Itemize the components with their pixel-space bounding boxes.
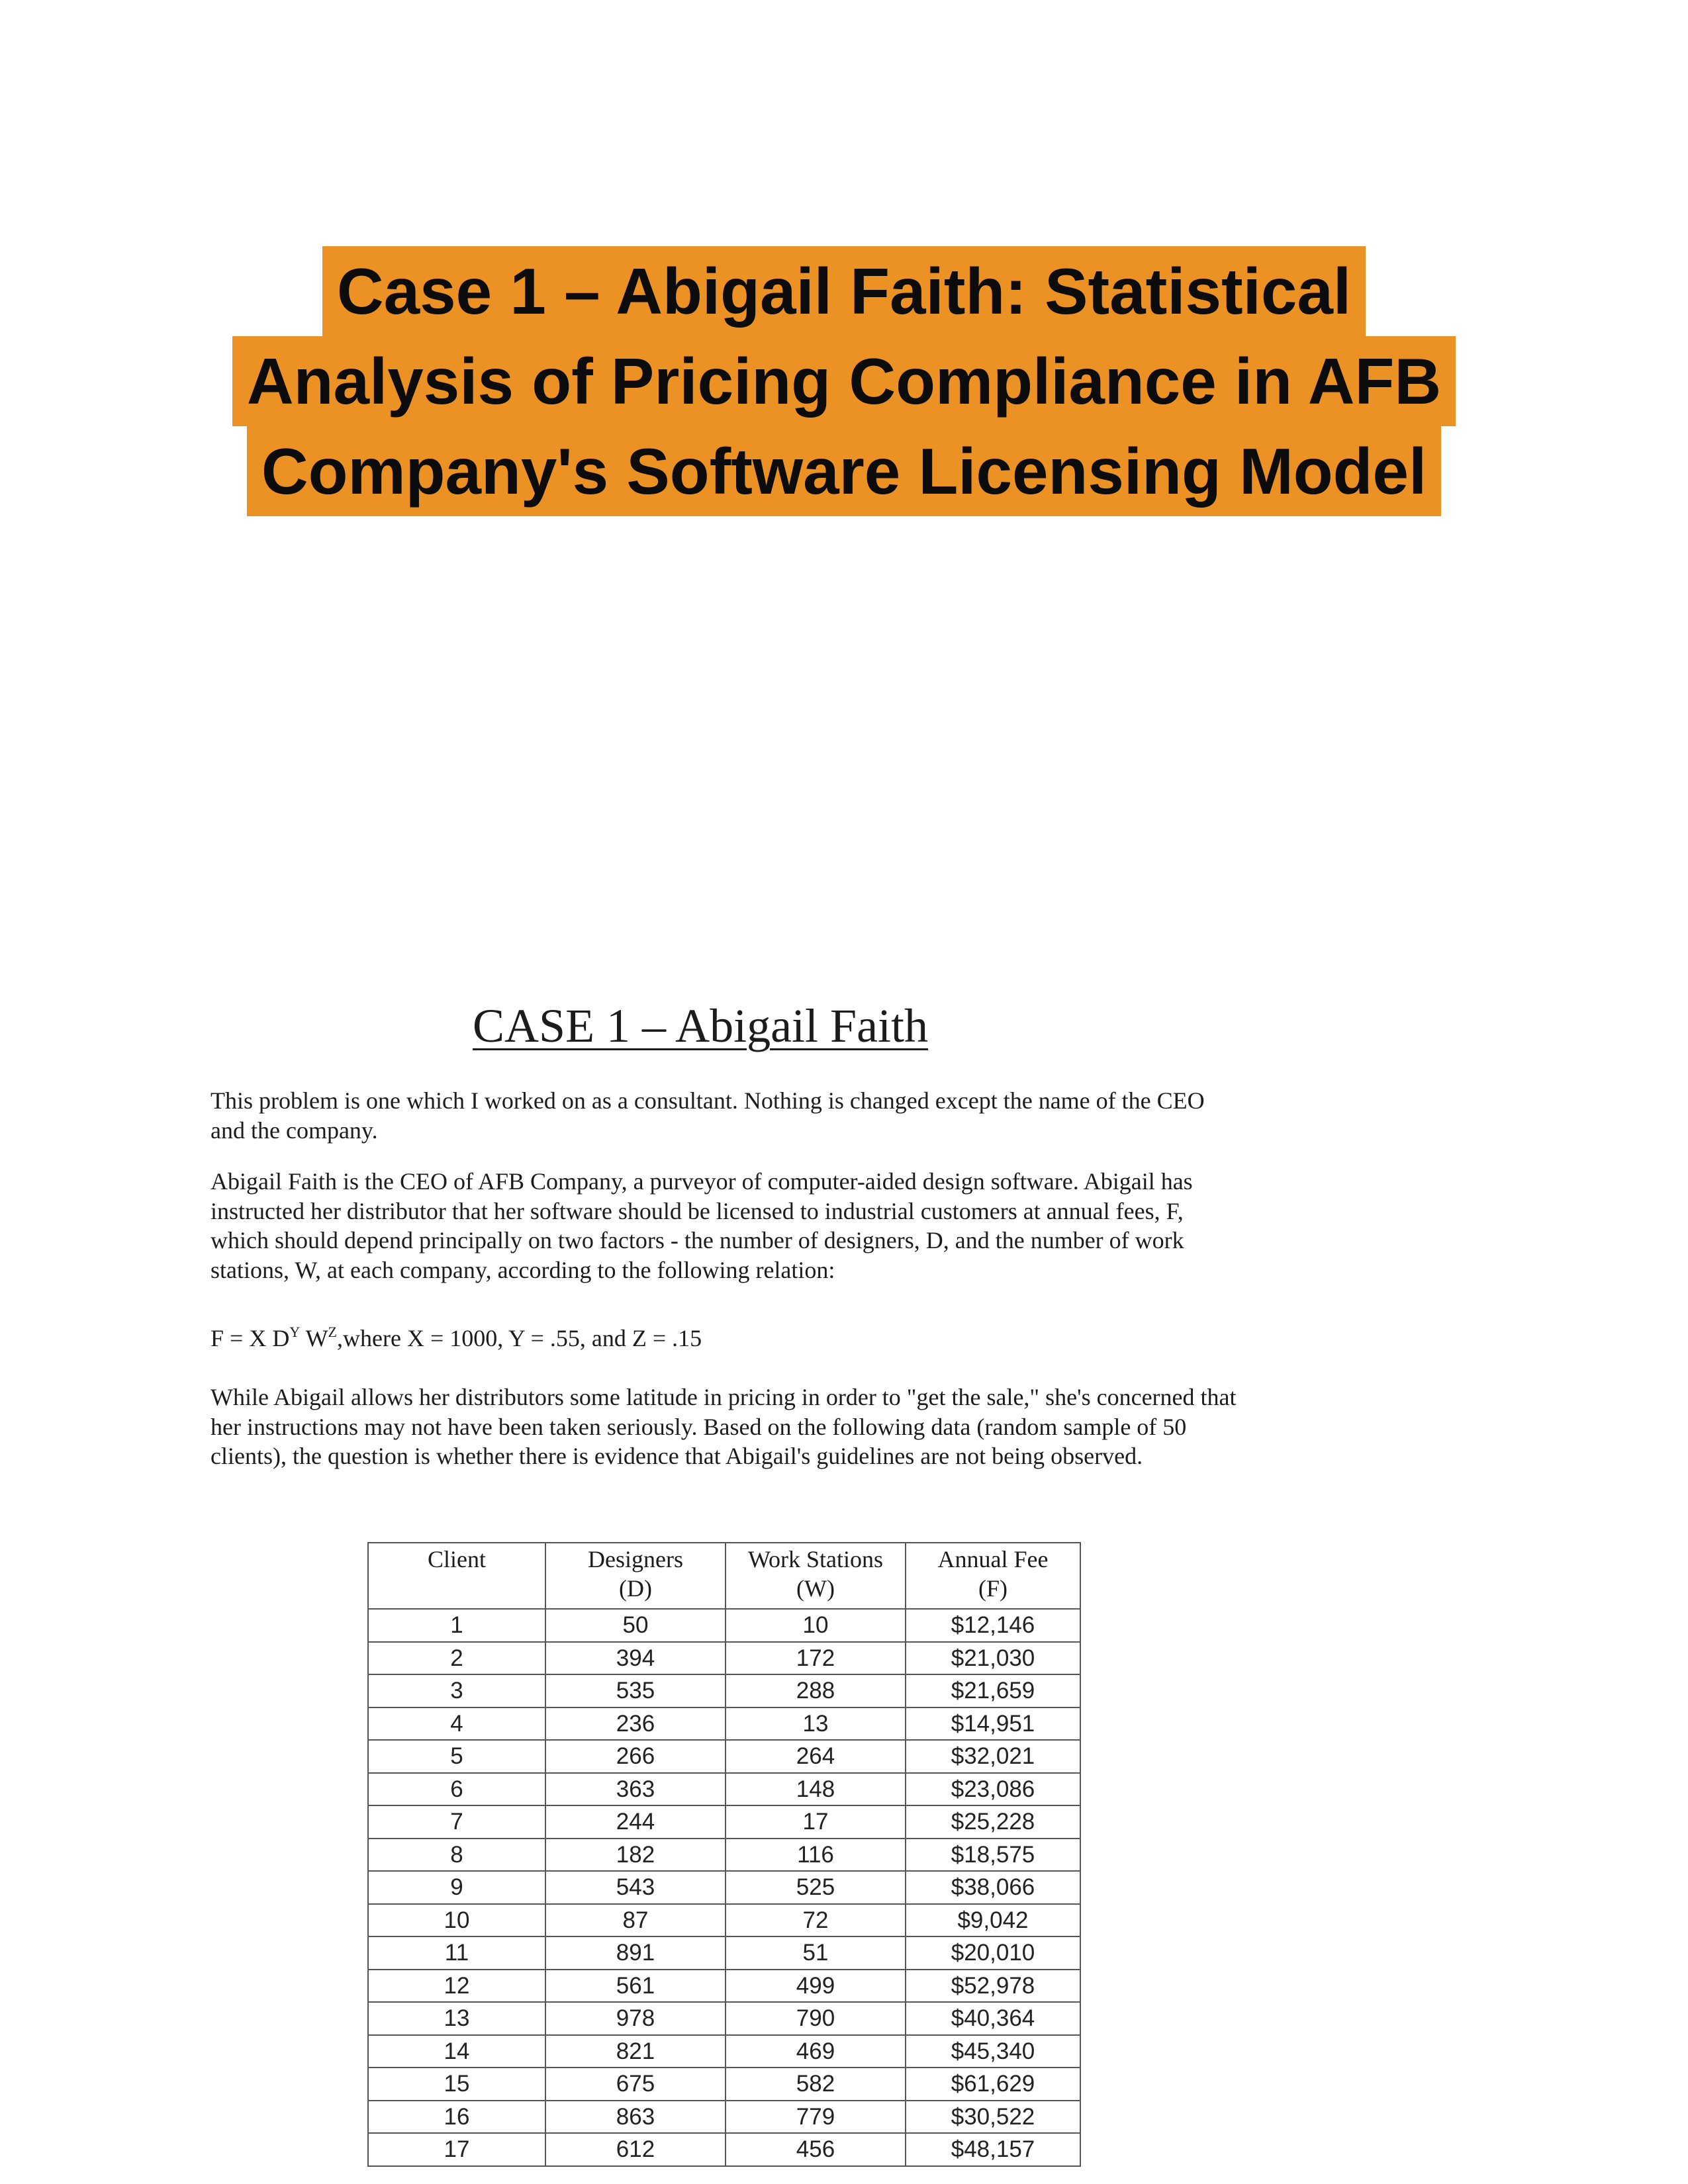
formula-mid: W bbox=[300, 1325, 328, 1351]
work-stations-cell: 13 bbox=[726, 1707, 906, 1741]
header-client: Client bbox=[368, 1543, 545, 1609]
table-row bbox=[368, 1839, 1080, 1872]
designers-cell: 821 bbox=[545, 2035, 726, 2068]
work-stations-cell: 264 bbox=[726, 1740, 906, 1773]
client-cell: 6 bbox=[368, 1773, 545, 1806]
designers-cell: 612 bbox=[545, 2133, 726, 2166]
annual-fee-cell: $14,951 bbox=[906, 1707, 1080, 1741]
work-stations-cell: 51 bbox=[726, 1936, 906, 1970]
annual-fee-cell: $32,021 bbox=[906, 1740, 1080, 1773]
client-cell: 11 bbox=[368, 1936, 545, 1970]
case-title: CASE 1 – Abigail Faith bbox=[473, 999, 929, 1052]
formula-lhs: F = X D bbox=[211, 1325, 290, 1351]
header-annual-fee: Annual Fee (F) bbox=[906, 1543, 1080, 1609]
header-designers: Designers (D) bbox=[545, 1543, 726, 1609]
designers-cell: 675 bbox=[545, 2068, 726, 2101]
designers-cell: 266 bbox=[545, 1740, 726, 1773]
table-body bbox=[368, 1609, 1080, 2166]
annual-fee-cell: $21,659 bbox=[906, 1674, 1080, 1707]
annual-fee-cell: $23,086 bbox=[906, 1773, 1080, 1806]
formula-exponent-z: Z bbox=[328, 1324, 337, 1340]
table-row bbox=[368, 1740, 1080, 1773]
client-cell: 10 bbox=[368, 1904, 545, 1937]
question-paragraph: While Abigail allows her distributors some latitude in pricing in order to "get the sale," she's concerned that her instructions may not have been taken seriously. Based on the following data (random sample of 50 clients), the question is whether there is evidence that Abigail's guidelines are not being observed. bbox=[211, 1384, 1237, 1469]
client-cell: 7 bbox=[368, 1805, 545, 1839]
table-row bbox=[368, 2133, 1080, 2166]
work-stations-cell: 779 bbox=[726, 2101, 906, 2134]
client-cell: 17 bbox=[368, 2133, 545, 2166]
annual-fee-cell: $38,066 bbox=[906, 1871, 1080, 1904]
client-data-table bbox=[367, 1542, 1081, 2167]
designers-cell: 182 bbox=[545, 1839, 726, 1872]
annual-fee-cell: $40,364 bbox=[906, 2002, 1080, 2035]
annual-fee-cell: $52,978 bbox=[906, 1970, 1080, 2003]
client-cell: 16 bbox=[368, 2101, 545, 2134]
heading-line-1: Case 1 – Abigail Faith: Statistical bbox=[322, 246, 1366, 336]
designers-cell: 50 bbox=[545, 1609, 726, 1642]
designers-cell: 561 bbox=[545, 1970, 726, 2003]
annual-fee-cell: $12,146 bbox=[906, 1609, 1080, 1642]
designers-cell: 236 bbox=[545, 1707, 726, 1741]
table-row bbox=[368, 1609, 1080, 1642]
designers-cell: 978 bbox=[545, 2002, 726, 2035]
heading-line-2: Analysis of Pricing Compliance in AFB bbox=[232, 336, 1456, 426]
formula-rest: ,where X = 1000, Y = .55, and Z = .15 bbox=[337, 1325, 702, 1351]
work-stations-cell: 469 bbox=[726, 2035, 906, 2068]
designers-cell: 244 bbox=[545, 1805, 726, 1839]
annual-fee-cell: $20,010 bbox=[906, 1936, 1080, 1970]
work-stations-cell: 148 bbox=[726, 1773, 906, 1806]
description-paragraph: Abigail Faith is the CEO of AFB Company, a purveyor of computer-aided design software. Abigail has instructed her distributor that her software should be licensed to industrial customers at annual fees, F, which should depend principally on two factors - the number of designers, D, and the number of work stations, W, at each company, according to the following relation: bbox=[211, 1168, 1193, 1283]
designers-cell: 891 bbox=[545, 1936, 726, 1970]
table-row bbox=[368, 1805, 1080, 1839]
table-row bbox=[368, 1970, 1080, 2003]
designers-cell: 535 bbox=[545, 1674, 726, 1707]
annual-fee-cell: $61,629 bbox=[906, 2068, 1080, 2101]
client-cell: 3 bbox=[368, 1674, 545, 1707]
client-cell: 9 bbox=[368, 1871, 545, 1904]
client-cell: 15 bbox=[368, 2068, 545, 2101]
client-cell: 2 bbox=[368, 1642, 545, 1675]
table-row bbox=[368, 2002, 1080, 2035]
annual-fee-cell: $18,575 bbox=[906, 1839, 1080, 1872]
table-row bbox=[368, 1642, 1080, 1675]
work-stations-cell: 10 bbox=[726, 1609, 906, 1642]
designers-cell: 363 bbox=[545, 1773, 726, 1806]
work-stations-cell: 525 bbox=[726, 1871, 906, 1904]
heading-line-3: Company's Software Licensing Model bbox=[247, 426, 1441, 516]
client-cell: 4 bbox=[368, 1707, 545, 1741]
intro-paragraph: This problem is one which I worked on as a consultant. Nothing is changed except the name of the CEO and the company. bbox=[211, 1087, 1205, 1144]
designers-cell: 863 bbox=[545, 2101, 726, 2134]
work-stations-cell: 456 bbox=[726, 2133, 906, 2166]
table-row bbox=[368, 2035, 1080, 2068]
table-row bbox=[368, 1936, 1080, 1970]
work-stations-cell: 499 bbox=[726, 1970, 906, 2003]
work-stations-cell: 288 bbox=[726, 1674, 906, 1707]
designers-cell: 543 bbox=[545, 1871, 726, 1904]
client-cell: 12 bbox=[368, 1970, 545, 2003]
table-row bbox=[368, 1904, 1080, 1937]
header-work-stations: Work Stations (W) bbox=[726, 1543, 906, 1609]
designers-cell: 394 bbox=[545, 1642, 726, 1675]
table-row bbox=[368, 1871, 1080, 1904]
client-cell: 1 bbox=[368, 1609, 545, 1642]
annual-fee-cell: $45,340 bbox=[906, 2035, 1080, 2068]
table-row bbox=[368, 2068, 1080, 2101]
work-stations-cell: 17 bbox=[726, 1805, 906, 1839]
work-stations-cell: 172 bbox=[726, 1642, 906, 1675]
table-row bbox=[368, 1773, 1080, 1806]
table-row bbox=[368, 2101, 1080, 2134]
formula-exponent-y: Y bbox=[289, 1324, 301, 1340]
work-stations-cell: 116 bbox=[726, 1839, 906, 1872]
fee-formula bbox=[211, 1324, 702, 1353]
annual-fee-cell: $30,522 bbox=[906, 2101, 1080, 2134]
table-row bbox=[368, 1674, 1080, 1707]
table-header-row bbox=[368, 1543, 1080, 1609]
work-stations-cell: 790 bbox=[726, 2002, 906, 2035]
annual-fee-cell: $25,228 bbox=[906, 1805, 1080, 1839]
designers-cell: 87 bbox=[545, 1904, 726, 1937]
work-stations-cell: 72 bbox=[726, 1904, 906, 1937]
annual-fee-cell: $9,042 bbox=[906, 1904, 1080, 1937]
annual-fee-cell: $48,157 bbox=[906, 2133, 1080, 2166]
table-row bbox=[368, 1707, 1080, 1741]
page-heading bbox=[0, 246, 1688, 516]
client-cell: 13 bbox=[368, 2002, 545, 2035]
annual-fee-cell: $21,030 bbox=[906, 1642, 1080, 1675]
client-cell: 5 bbox=[368, 1740, 545, 1773]
client-cell: 8 bbox=[368, 1839, 545, 1872]
client-cell: 14 bbox=[368, 2035, 545, 2068]
work-stations-cell: 582 bbox=[726, 2068, 906, 2101]
